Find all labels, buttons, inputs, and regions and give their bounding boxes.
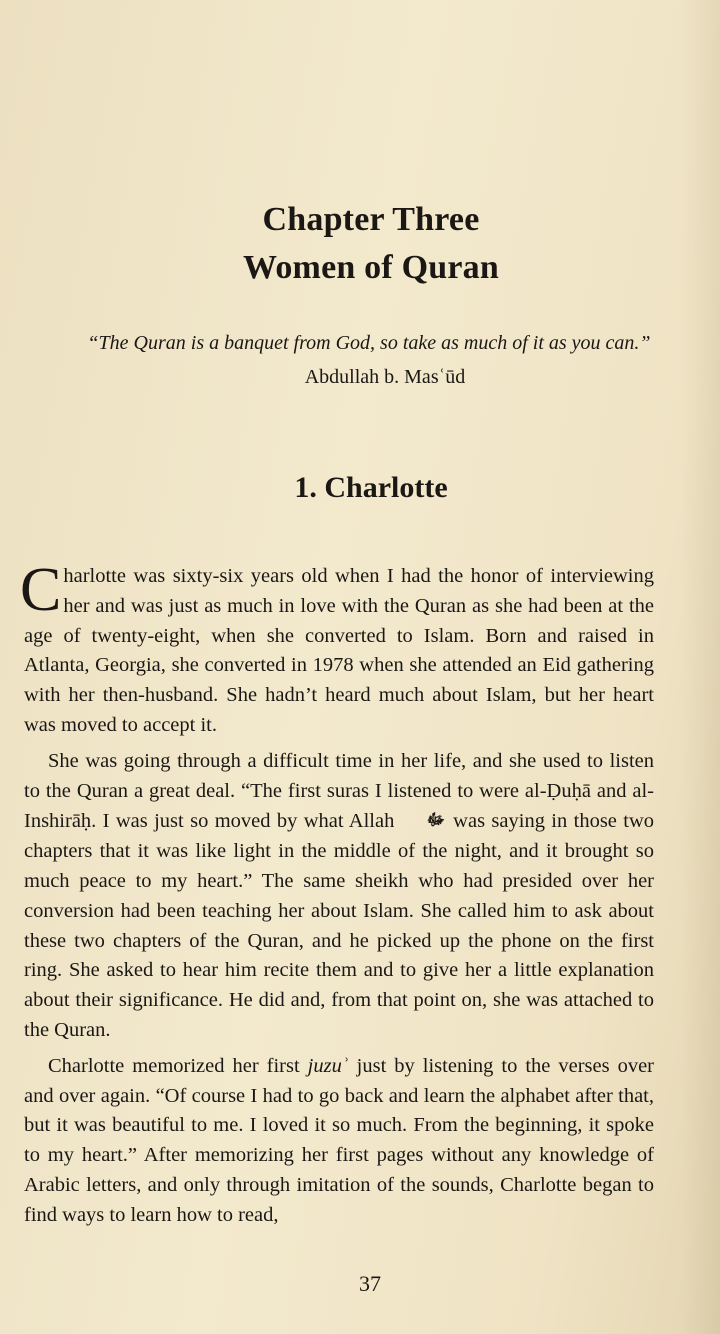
paragraph-text: was saying in those two chapters that it was like light in the middle of the night, and it brought so much peace to my heart.” The same sheikh who had presided over her conversion had been teaching her about Islam. She called him to ask about these two chapters of the Quran, and he picked up the phone on the first ring. She asked to hear him recite them and to give her a little explanation about their significance. He did and, from that point on, she was attached to the Quran. <box>24 810 655 1041</box>
paragraph-text: Charlotte memorized her first <box>48 1054 300 1077</box>
body-text <box>20 556 655 1237</box>
paragraph <box>24 1052 654 1231</box>
drop-cap: C <box>20 556 62 624</box>
section-title: 1. Charlotte <box>294 471 448 504</box>
paragraph-text: just by listening to the verses over and over again. “Of course I had to go back and learn the alphabet after that, but it was beautiful to me. I loved it so much. From the beginning, it spoke to my heart.” After memorizing her first pages without any knowledge of Arabic letters, and only through imitation of the sounds, Charlotte began to find ways to learn how to read, <box>24 1054 655 1226</box>
epigraph-attribution: Abdullah b. Masʿūd <box>304 366 466 388</box>
honorific-glyph: ﷻ <box>426 812 445 830</box>
page-number: 37 <box>359 1271 381 1296</box>
chapter-number: Chapter Three <box>262 201 480 238</box>
epigraph-quote: “The Quran is a banquet from God, so take as much of it as you can.” <box>87 332 651 354</box>
epigraph <box>0 326 720 394</box>
paragraph-text: She was going through a difficult time in her life, and she used to listen to the Quran a great deal. “The first suras I listened to were al-Ḍuḥā and al-Inshirāḥ. I was just so moved by what Allah <box>24 749 654 833</box>
paragraph <box>24 747 654 1046</box>
chapter-heading <box>0 196 720 292</box>
paragraph <box>20 556 654 741</box>
italic-term: juzuʾ <box>307 1054 349 1077</box>
chapter-title: Women of Quran <box>243 249 499 286</box>
paragraph-text: harlotte was sixty-six years old when I had the honor of interviewing her and was just as much in love with the Quran as she had been at the age of twenty-eight, when she converted to Islam. Born and raised in Atlanta, Georgia, she converted in 1978 when she attended an Eid gathering with her then-husband. She hadn’t heard much about Islam, but her heart was moved to accept it. <box>24 565 654 736</box>
